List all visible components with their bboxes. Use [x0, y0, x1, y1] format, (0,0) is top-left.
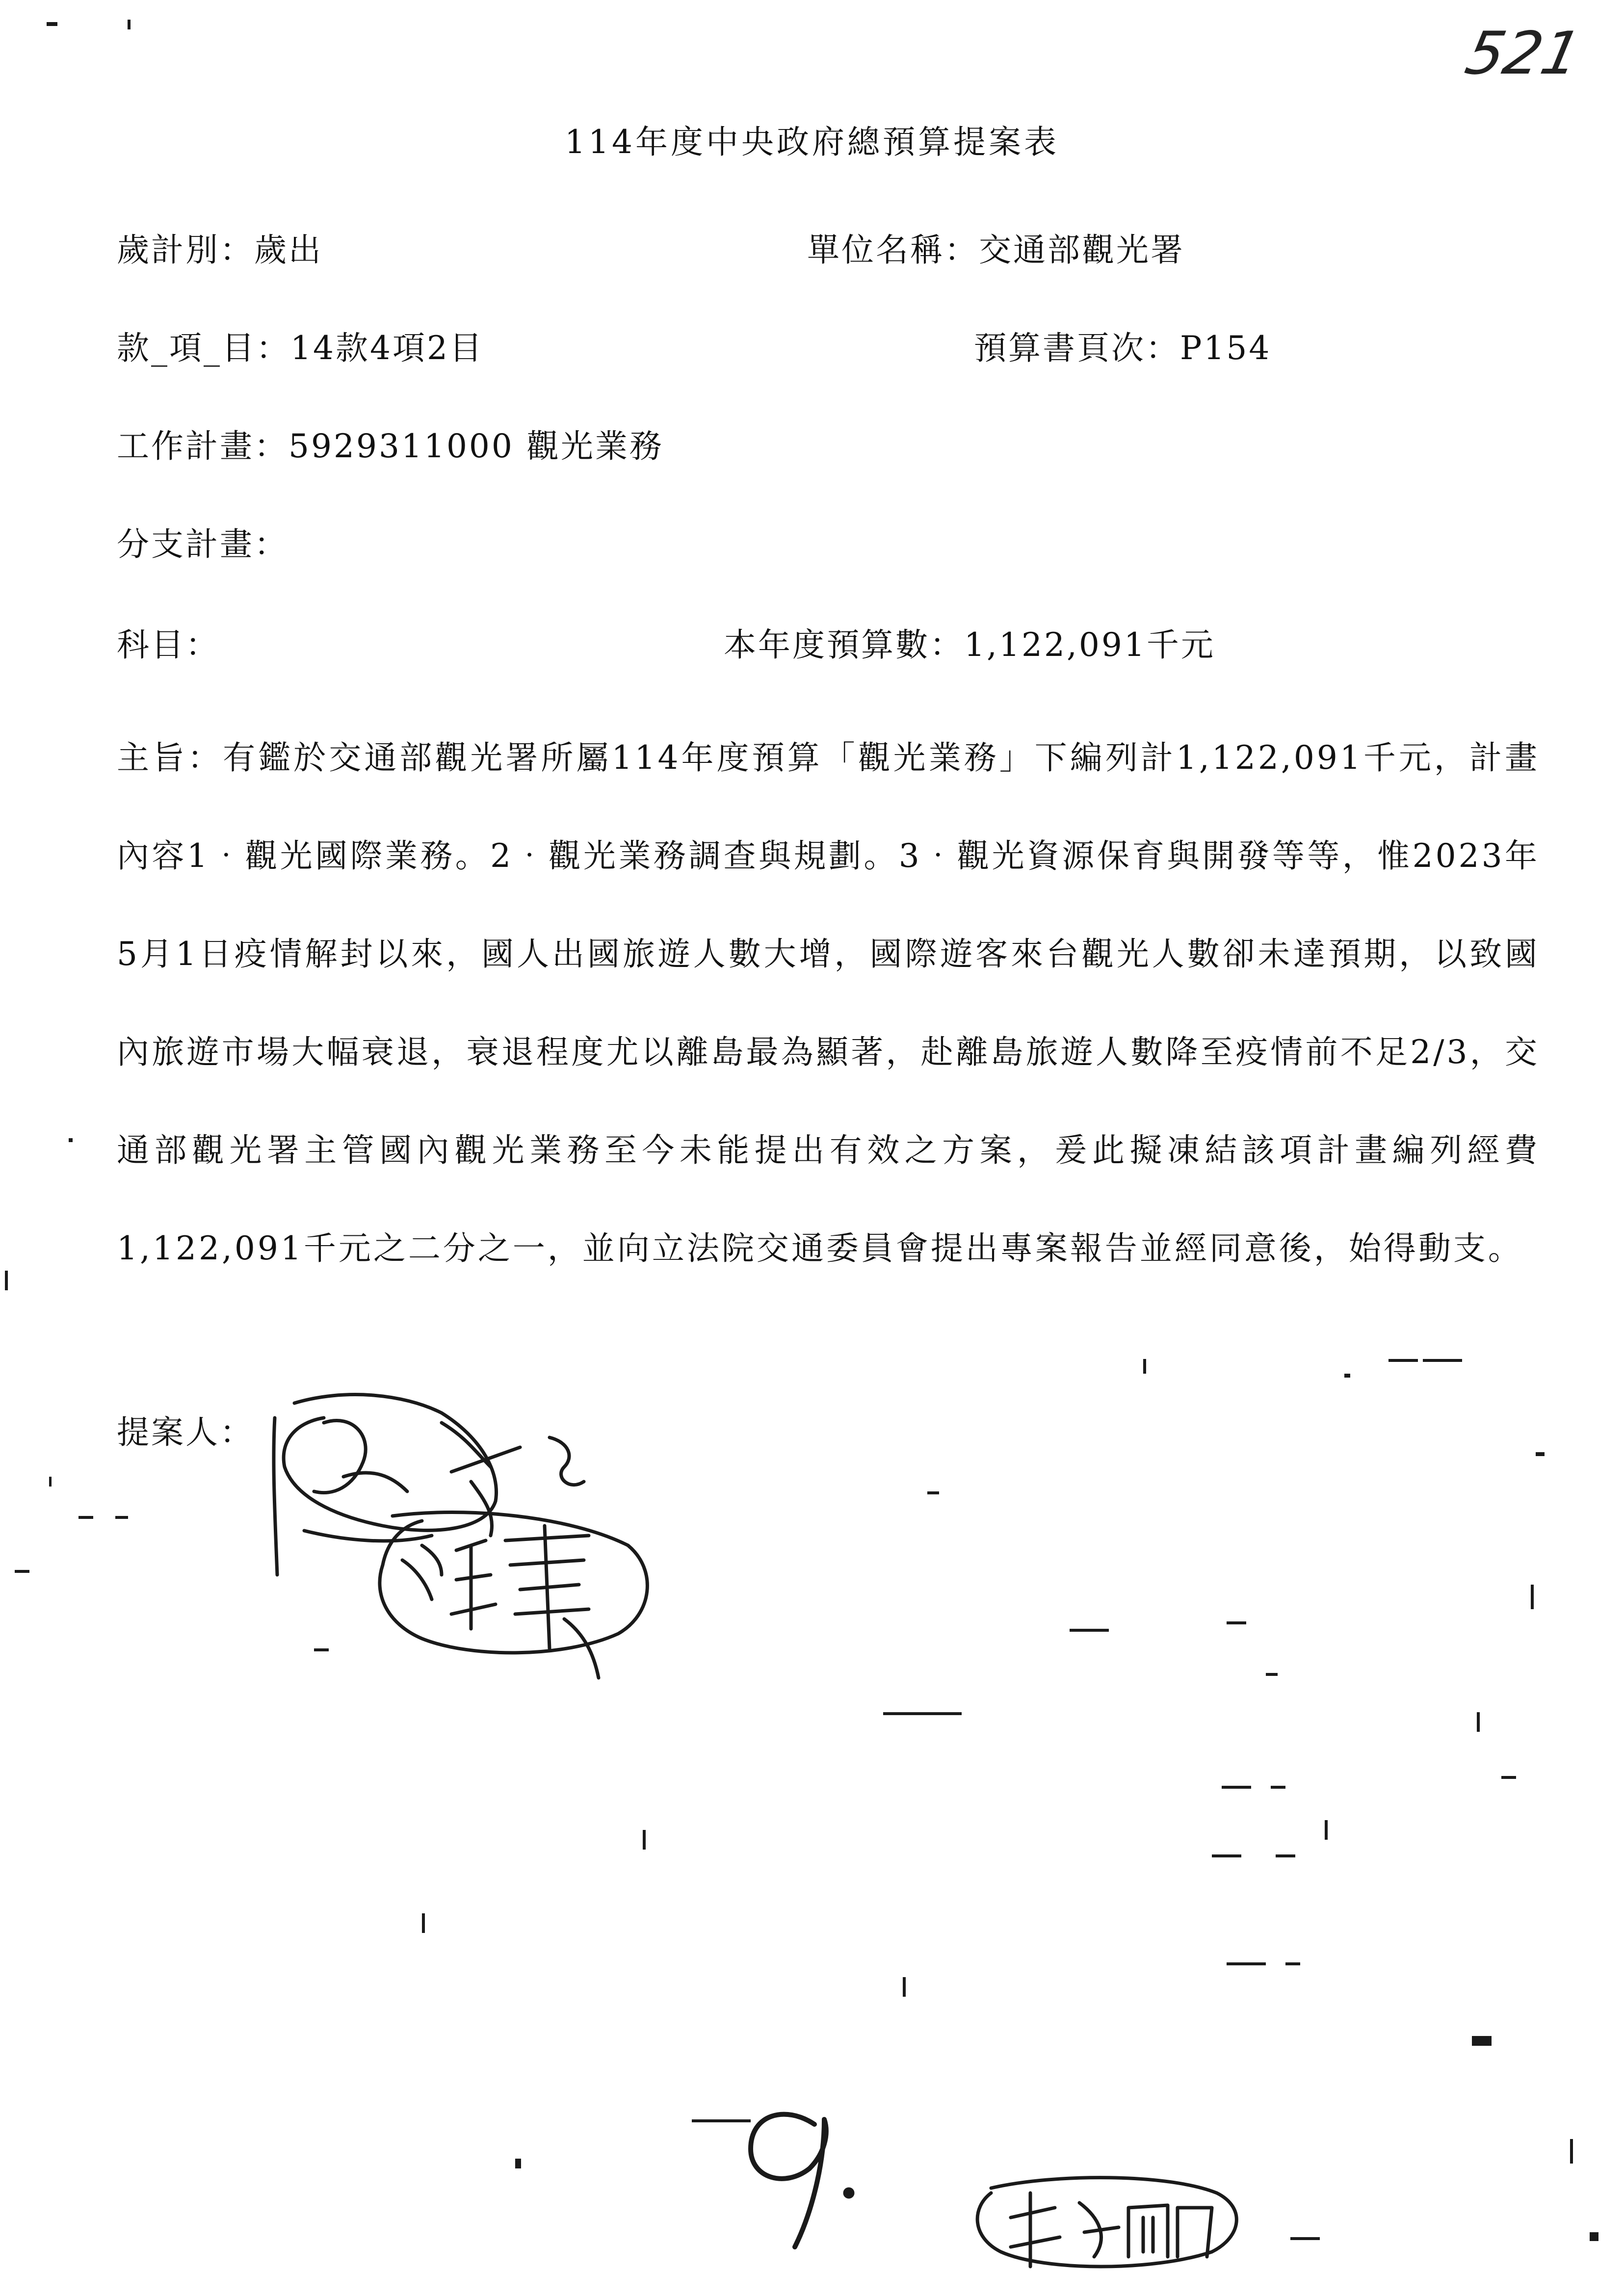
handwritten-mark-9 [751, 2114, 853, 2247]
sub-plan-field: 分支計畫： [117, 525, 288, 563]
subject-field: 科目： [117, 626, 220, 664]
signature-3 [977, 2178, 1236, 2267]
proposer-label: 提案人： [117, 1413, 254, 1451]
work-plan-field: 工作計畫：5929311000 觀光業務 [117, 427, 664, 465]
signature-1 [274, 1395, 584, 1575]
signature-2 [380, 1513, 647, 1678]
purpose-paragraph: 主旨：有鑑於交通部觀光署所屬114年度預算「觀光業務」下編列計1,122,091千元，計畫內容1‧觀光國際業務。2‧觀光業務調查與規劃。3‧觀光資源保育與開發等等，惟2023年5月1日疫情解封以來，國人出國旅遊人數大增，國際遊客來台觀光人數卻未達預期，以致國內旅遊市場大幅衰退，衰退程度尤以離島最為顯著，赴離島旅遊人數降至疫情前不足2/3，交通部觀光署主管國內觀光業務至今未能提出有效之方案，爰此擬凍結該項計畫編列經費1,122,091千元之二分之一，並向立法院交通委員會提出專案報告並經同意後，始得動支。 [117, 739, 1540, 1267]
handwritten-page-number: 521 [1460, 20, 1587, 88]
unit-name-field: 單位名稱：交通部觀光署 [807, 231, 1185, 269]
document-title: 114年度中央政府總預算提案表 [565, 123, 1059, 161]
budget-type-field: 歲計別：歲出 [117, 231, 323, 269]
budget-amount-field: 本年度預算數：1,122,091千元 [724, 626, 1215, 664]
section-item-field: 款_項_目：14款4項2目 [117, 329, 484, 367]
budget-page-field: 預算書頁次：P154 [974, 329, 1272, 367]
